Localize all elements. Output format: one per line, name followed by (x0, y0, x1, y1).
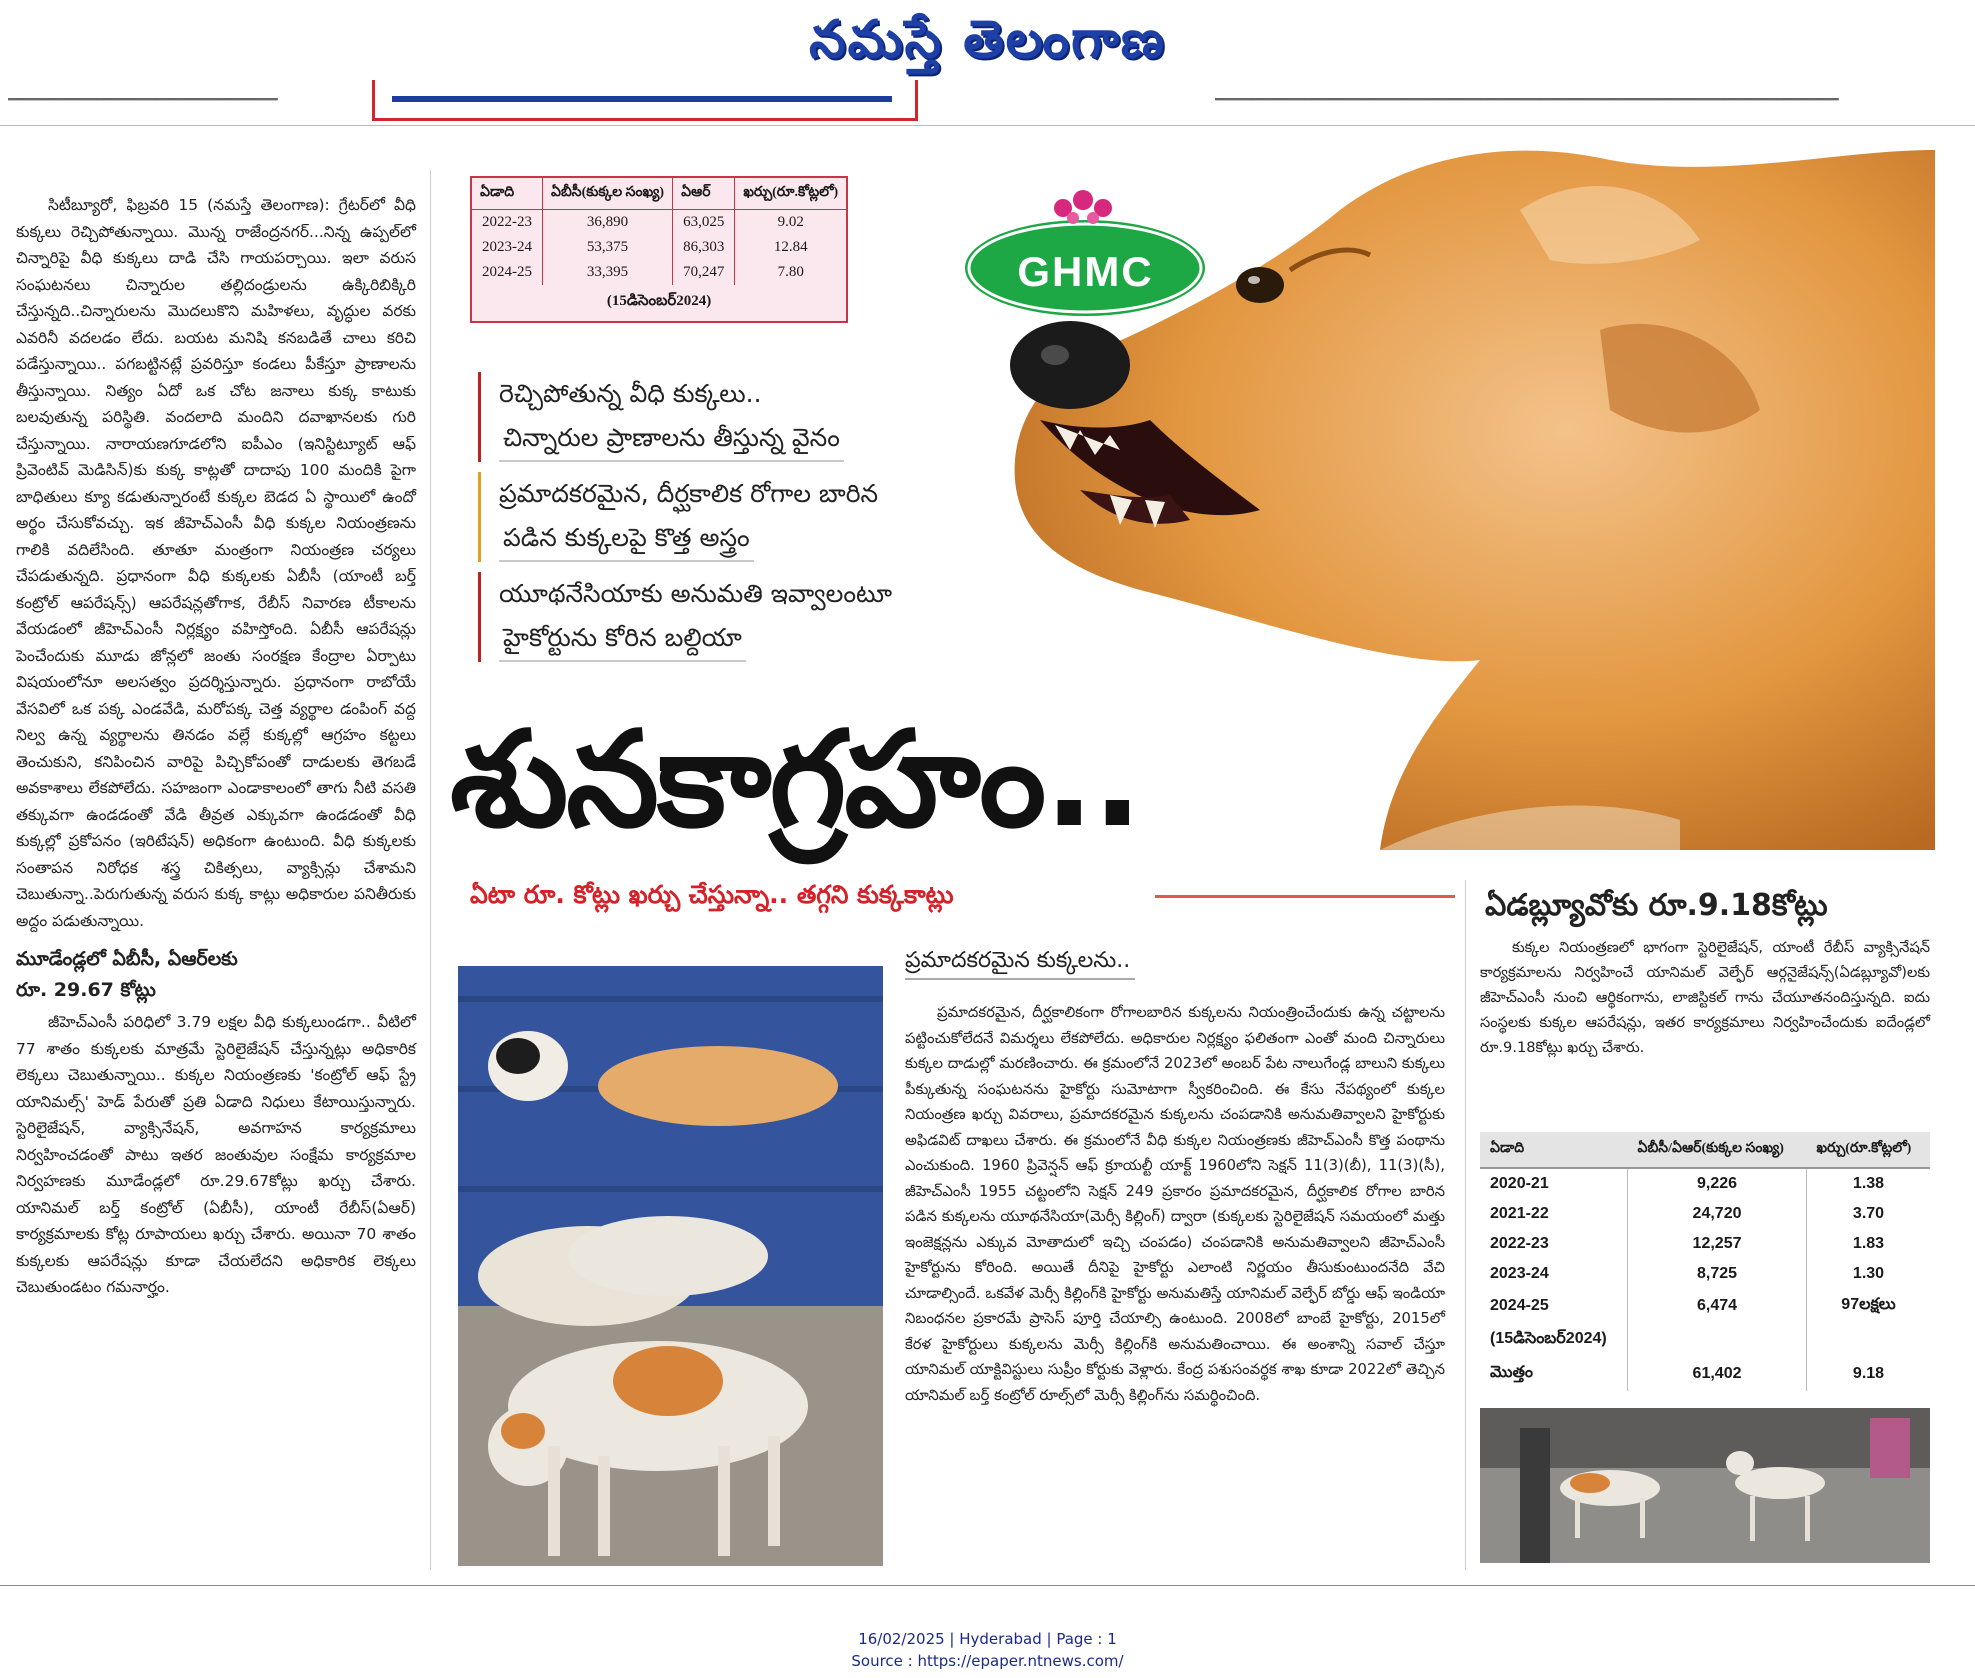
table-cell: 33,395 (543, 260, 673, 285)
main-headline: శునకాగ్రహం.. (450, 703, 1141, 857)
deck-group-3 (478, 572, 1038, 662)
table-top-header: ఖర్చు(రూ.కోట్లలో) (735, 177, 847, 210)
table-cell: 2023-24 (1480, 1259, 1628, 1289)
table-cell: 24,720 (1628, 1199, 1807, 1229)
ghmc-logo (953, 190, 1218, 320)
table-cell: 2021-22 (1480, 1199, 1628, 1229)
table-cell: 12.84 (773, 239, 808, 255)
table-row (1480, 1323, 1930, 1357)
table-cell: 12,257 (1628, 1229, 1807, 1259)
table-cell: 8,725 (1628, 1259, 1807, 1289)
column-rule-left (430, 170, 431, 1570)
table-cell: 6,474 (1628, 1289, 1807, 1323)
table-cell: 2024-25 (471, 260, 543, 285)
deck-line-1b: చిన్నారుల ప్రాణాలను తీస్తున్న వైనం (499, 416, 844, 462)
right-paragraph-1: కుక్కల నియంత్రణలో భాగంగా స్టెరిలైజేషన్, యాంటీ రేబీస్ వ్యాక్సినేషన్ కార్యక్రమాలను నిర్వహించే యానిమల్ వెల్ఫేర్ ఆర్గనైజేషన్స్(ఏడబ్ల్యూవో)లకు జీహెచ్‌ఎంసీ నుంచి ఆర్థికంగాను, లాజిస్టికల్ గాను చేయూతనందిస్తున్నది. ఐదు సంస్థలకు కుక్కల ఆపరేషన్లు, ఇతర కార్యక్రమాలు నిర్వహించేందుకు ఐదేండ్లలో రూ.9.18కోట్లు ఖర్చు చేశారు. (1480, 939, 1930, 1056)
top-divider (0, 125, 1975, 126)
newspaper-masthead: నమస్తే తెలంగాణ (809, 9, 1166, 70)
table-cell: 1.38 (1852, 1175, 1885, 1192)
table-cell: 1.83 (1852, 1235, 1885, 1252)
deck-line-3a: యూథనేసియాకు అనుమతి ఇవ్వాలంటూ (499, 579, 893, 608)
top-strip-left: ━━━━━━━━━━━━━━━━━━━━━━━━━━━━━━━━ (8, 92, 278, 108)
table-cell: 9.02 (777, 214, 804, 230)
table-top-header: ఏబీసీ(కుక్కల సంఖ్య) (543, 177, 673, 210)
table-right-header: ఏబీసీ/ఏఆర్(కుక్కల సంఖ్య) (1628, 1132, 1807, 1168)
table-row (1480, 1259, 1930, 1289)
table-row (471, 260, 847, 285)
left-article-column (16, 192, 416, 1301)
table-cell: 7.80 (777, 264, 804, 280)
table-cell: 97లక్షలు (1841, 1296, 1896, 1313)
table-top-note: (15డిసెంబర్2024) (606, 293, 712, 309)
top-strip-right: ━━━━━━━━━━━━━━━━━━━━━━━━━━━━━━━━━━━━━━━━━━━━━━━━━━━━━━━━━━━━━━━━━━━━━━━━━━ (1215, 92, 1839, 108)
table-cell: 63,025 (673, 210, 735, 236)
right-section-headline: ఏడబ్ల్యూవోకు రూ.9.18కోట్లు (1485, 888, 1828, 923)
column-rule-right (1465, 880, 1466, 1570)
footer-dateline: 16/02/2025 | Hyderabad | Page : 1 (858, 1630, 1117, 1648)
mid-subhead-rule (905, 978, 1135, 980)
left-paragraph-2: జీహెచ్‌ఎంసీ పరిధిలో 3.79 లక్షల వీధి కుక్కలుండగా.. వీటిలో 77 శాతం కుక్కలకు మాత్రమే స్టెరిలైజేషన్ చేస్తున్నట్లు అధికారిక లెక్కలు చెబుతున్నాయి.. కుక్కల నియంత్రణకు 'కంట్రోల్ ఆఫ్ స్ట్రే యానిమల్స్' హెడ్ పేరుతో ప్రతి ఏడాది నిధులు కేటాయిస్తున్నారు. స్టెరిలైజేషన్, వ్యాక్సినేషన్, అవగాహన కార్యక్రమాలు నిర్వహించడంతో పాటు ఇతర జంతువుల సంక్షేమ కార్యక్రమాల నిర్వహణకు మూడేండ్లలో రూ.29.67కోట్లు ఖర్చు చేశారు. యానిమల్ బర్త్ కంట్రోల్ (ఏబీసీ), యాంటీ రేబీస్(ఏఆర్) కార్యక్రమాలకు కోట్ల రూపాయలు ఖర్చు చేశారు. అయినా 70 శాతం కుక్కలకు ఆపరేషన్లు కూడా చేయలేదని అధికారిక లెక్కలు చెబుతుండటం గమనార్హం. (16, 1013, 416, 1296)
street-dogs-photo-small (1480, 1408, 1930, 1563)
table-row (1480, 1229, 1930, 1259)
table-cell: 1.30 (1852, 1265, 1885, 1282)
table-row (1480, 1199, 1930, 1229)
left-subhead-1: మూడేండ్లలో ఏబీసీ, ఏఆర్‌లకు (16, 948, 238, 970)
table-total-count: 61,402 (1628, 1357, 1807, 1391)
table-top-header: ఏడాది (471, 177, 543, 210)
left-paragraph-1: సిటీబ్యూరో, ఫిబ్రవరి 15 (నమస్తే తెలంగాణ): గ్రేటర్‌లో వీధి కుక్కలు రెచ్చిపోతున్నాయి. మొన్న రాజేంద్రనగర్...నిన్న ఉప్పల్‌లో చిన్నారిపై వీధి కుక్కలు దాడి చేసి గాయపర్చాయి. ఇలా వరుస సంఘటనలు చిన్నారుల తల్లిదండ్రులను ఉక్కిరిబిక్కిరి చేస్తున్నది..చిన్నారులను మొదలుకొని మహిళలు, వృద్ధుల వరకు ఎవరినీ వదలడం లేదు. బయట మనిషి కనబడితే చాలు కరిచి పడేస్తున్నాయి.. పగబట్టినట్లే ప్రవరిస్తూ కండలు పీకేస్తూ ప్రాణాలను తీస్తున్నాయి. నిత్యం ఏదో ఒక చోట జనాలు కుక్క కాటుకు బలవుతున్న పరిస్థితి. వందలాది మందిని దవాఖానలకు గురి చేస్తున్నాయి. నారాయణగూడలోని ఐపీఎం (ఇనిస్టిట్యూట్ ఆఫ్ ప్రివెంటివ్ మెడిసిన్)కు కుక్క కాట్లతో దాదాపు 100 మందికి పైగా బాధితులు క్యూ కడుతున్నారంటే కుక్కల బెడద ఏ స్థాయిలో ఉందో అర్థం చేసుకోవచ్చు. ఇక జీహెచ్‌ఎంసీ వీధి కుక్కల నియంత్రణను గాలికి వదిలేసింది. తూతూ మంత్రంగా నియంత్రణ చర్యలు చేపడుతున్నది. ప్రధానంగా వీధి కుక్కలకు ఏబీసీ (యాంటీ బర్త్ కంట్రోల్ ఆపరేషన్స్) ఆపరేషన్లతోగాక, రేబీస్ నివారణ టీకాలను వేయడంలో జీహెచ్‌ఎంసీ నిర్లక్ష్యం వహిస్తోంది. ఏబీసీ ఆపరేషన్లు పెంచేందుకు మూడు జోన్లలో జంతు సంరక్షణ కేంద్రాల ఏర్పాటు విషయంలోనూ అలసత్వం ప్రదర్శిస్తున్నారు. ప్రధానంగా రాబోయే వేసవిలో ఒక పక్క ఎండవేడి, మరోపక్క చెత్త వ్యర్థాల డంపింగ్ వద్ద నిల్వ ఉన్న వ్యర్థాలను తినడం వల్లే కుక్కల్లో ఆగ్రహం కట్టలు తెంచుకుని, కనిపించిన వారిపై పిచ్చికోపంతో దాడులకు తెగబడే అవకాశాలు లేకపోలేదు. సహజంగా ఎండాకాలంలో తాగు నీటి వసతి తక్కువగా ఉండడంతో వేడి తీవ్రత ఎక్కువగా ఉండడంతో వీధి కుక్కల్లో ప్రకోపనం (ఇరిటేషన్) అధికంగా ఉంటుంది. వీధి కుక్కలకు సంతాపన నిరోధక శస్త్ర చికిత్సలు, వ్యాక్సిన్లు చేశామని చెబుతున్నా..పెరుగుతున్న వరుస కుక్క కాట్లు అధికారుల పనితీరుకు అద్దం పడుతున్నాయి. (16, 196, 416, 930)
table-cell: 3.70 (1852, 1205, 1885, 1222)
table-row (471, 210, 847, 236)
table-row (1480, 1289, 1930, 1323)
left-subhead-2: రూ. 29.67 కోట్లు (16, 978, 156, 1001)
deck-line-2a: ప్రమాదకరమైన, దీర్ఘకాలిక రోగాల బారిన (499, 479, 879, 508)
table-cell: 53,375 (543, 235, 673, 260)
table-cell: 2024-25 (1480, 1289, 1628, 1323)
middle-article-column (905, 1000, 1445, 1408)
red-rule (1155, 895, 1455, 898)
table-top-header: ఏఆర్ (673, 177, 735, 210)
masthead-blue-bar (392, 96, 892, 102)
footer-source: Source : https://epaper.ntnews.com/ (851, 1652, 1124, 1670)
table-total-cost: 9.18 (1852, 1365, 1885, 1382)
right-article-column (1480, 935, 1930, 1060)
expense-table-right (1480, 1132, 1930, 1391)
table-cell: 2023-24 (471, 235, 543, 260)
street-dogs-photo (458, 966, 883, 1566)
deck-line-3b: హైకోర్టును కోరిన బల్దియా (499, 616, 746, 662)
table-total-row (1480, 1357, 1930, 1391)
deck-block (478, 372, 1038, 662)
table-cell: 2022-23 (471, 210, 543, 236)
table-row (1480, 1168, 1930, 1199)
expense-table-top (470, 176, 848, 323)
deck-line-2b: పడిన కుక్కలపై కొత్త అస్త్రం (499, 516, 754, 562)
table-right-header: ఏడాది (1480, 1132, 1628, 1168)
deck-group-2 (478, 472, 1038, 562)
table-row (471, 235, 847, 260)
mid-subhead: ప్రమాదకరమైన కుక్కలను.. (905, 948, 1131, 973)
deck-line-1a: రెచ్చిపోతున్న వీధి కుక్కలు.. (499, 379, 762, 408)
table-cell: 9,226 (1628, 1168, 1807, 1199)
mid-paragraph-1: ప్రమాదకరమైన, దీర్ఘకాలికంగా రోగాలబారిన కుక్కలను నియంత్రించేందుకు ఉన్న చట్టాలను పట్టించుకోలేదనే విమర్శలు లేకపోలేదు. అధికారుల నిర్లక్ష్యం ఫలితంగా ఎంతో మంది చిన్నారులు కుక్కల దాడుల్లో మరణించారు. ఈ క్రమంలోనే 2023లో అంబర్ పేట నాలుగేండ్ల బాలుని కుక్కలు పీక్కుతున్న సంఘటనను హైకోర్టు సుమోటాగా స్వీకరించింది. ఈ కేసు నేపథ్యంలో కుక్కల నియంత్రణ ఖర్చు వివరాలు, ప్రమాదకరమైన కుక్కలను చంపడానికి అనుమతివ్వాలని హైకోర్టుకు అఫిడవిట్ దాఖలు చేశారు. ఈ క్రమంలోనే వీధి కుక్కల నియంత్రణకు జీహెచ్‌ఎంసీ కొత్త పంథాను ఎంచుకుంది. 1960 ప్రివెన్షన్ ఆఫ్ క్రూయల్టీ యాక్ట్ 1960లోని సెక్షన్ 11(3)(బీ), 11(3)(సీ), జీహెచ్‌ఎంసీ 1955 చట్టంలోని సెక్షన్ 249 ప్రకారం ప్రమాదకరమైన, దీర్ఘకాలిక రోగాల బారిన పడిన కుక్కలను యూథనేసియా(మెర్సీ కిల్లింగ్) ద్వారా (కుక్కలకు స్టెరిలైజేషన్ సమయంలో మత్తు ఇంజెక్షన్లను ఎక్కువ మోతాదులో ఇచ్చి చంపడం) చంపడానికి అనుమతివ్వాలని జీహెచ్‌ఎంసీ హైకోర్టును కోరింది. అయితే దీనిపై హైకోర్టు ఎలాంటి నిర్ణయం తీసుకుంటుందనేది వేచి చూడాల్సిందే. ఒకవేళ మెర్సీ కిల్లింగ్‌కి హైకోర్టు అనుమతిస్తే యానిమల్ వెల్ఫేర్ బోర్డు ఆఫ్ ఇండియా నిబంధనల ప్రకారమే ప్రాసెస్ పూర్తి చేయాల్సి ఉంటుంది. 2008లో బాంబే హైకోర్టు, 2015లో కేరళ హైకోర్టులు కుక్కలను మెర్సీ కిల్లింగ్‌కి అనుమతించాయి. ఈ అంశాన్ని సవాల్ చేస్తూ యానిమల్ యాక్టివిస్టులు సుప్రీం కోర్టుకు వెళ్లారు. కేంద్ర పశుసంవర్థక శాఖ కూడా 2022లో తెచ్చిన యానిమల్ బర్త్ కంట్రోల్ రూల్స్‌లో మెర్సీ కిల్లింగ్‌ను సమర్థించింది. (905, 1004, 1445, 1404)
table-cell: 86,303 (673, 235, 735, 260)
table-right-note: (15డిసెంబర్2024) (1480, 1323, 1628, 1357)
table-cell: 36,890 (543, 210, 673, 236)
table-total-label: మొత్తం (1480, 1357, 1628, 1391)
table-cell: 2022-23 (1480, 1229, 1628, 1259)
bottom-divider (0, 1585, 1975, 1586)
table-right-header: ఖర్చు(రూ.కోట్లలో) (1806, 1132, 1930, 1168)
ghmc-logo-text: GHMC (1017, 248, 1154, 295)
deck-group-1 (478, 372, 1038, 462)
red-subheadline: ఏటా రూ. కోట్లు ఖర్చు చేస్తున్నా.. తగ్గని కుక్కకాట్లు (470, 880, 954, 909)
table-cell: 2020-21 (1480, 1168, 1628, 1199)
table-cell: 70,247 (673, 260, 735, 285)
